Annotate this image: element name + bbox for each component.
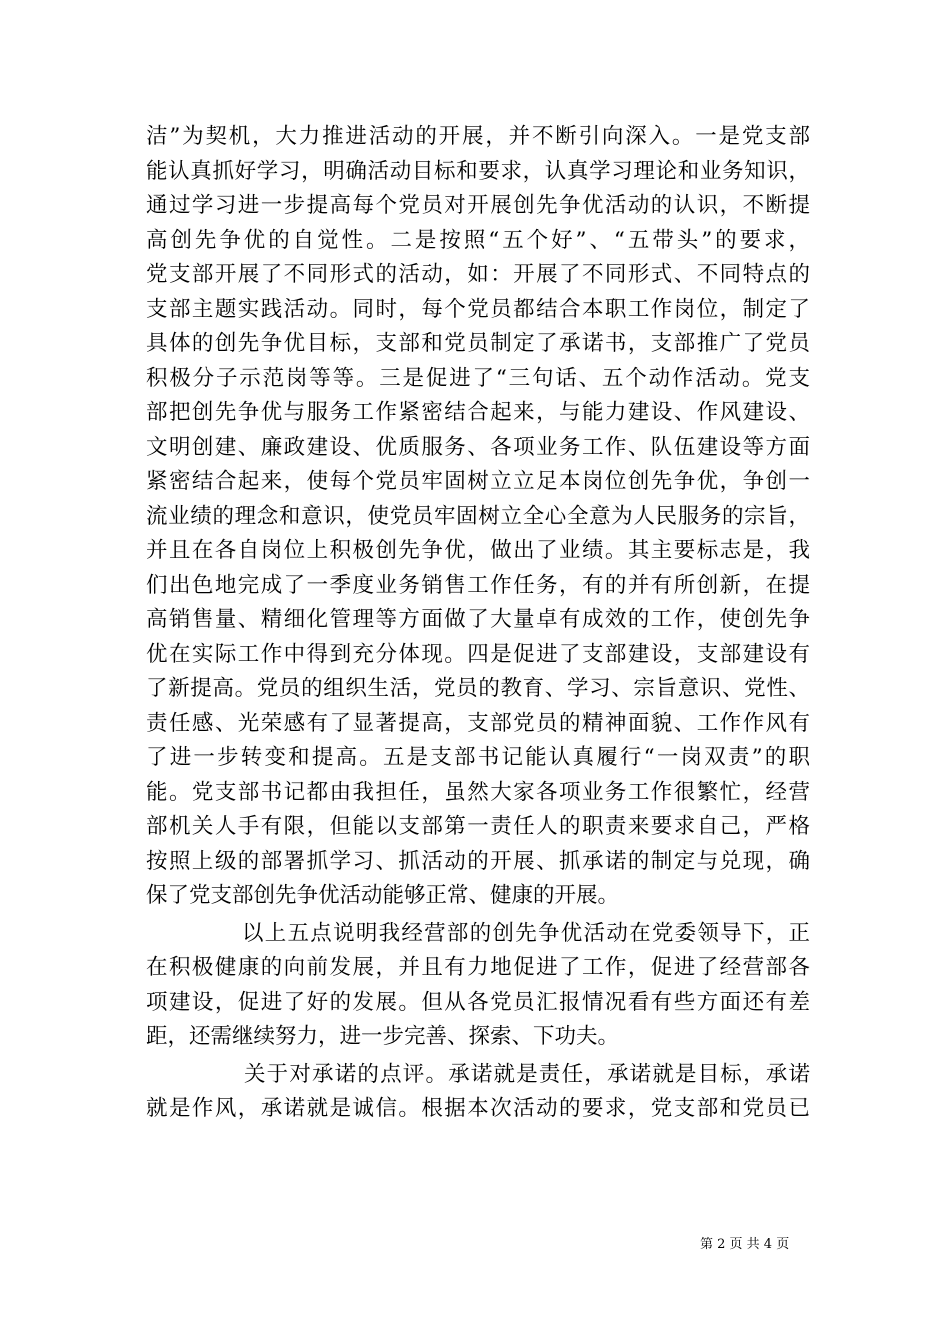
text-line: 并且在各自岗位上积极创先争优，做出了业绩。其主要标志是，我 xyxy=(146,538,810,563)
text-line: 项建设，促进了好的发展。但从各党员汇报情况看有些方面还有差 xyxy=(146,989,810,1015)
text-line: 通过学习进一步提高每个党员对开展创先争优活动的认识，不断提 xyxy=(146,193,810,218)
text-line: 距，还需继续努力，进一步完善、探索、下功夫。 xyxy=(146,1024,620,1049)
text-line: 具体的创先争优目标，支部和党员制定了承诺书，支部推广了党员 xyxy=(146,331,810,356)
text-line: 高创先争优的自觉性。二是按照“五个好”、“五带头”的要求， xyxy=(146,227,810,253)
text-line: 在积极健康的向前发展，并且有力地促进了工作，促进了经营部各 xyxy=(146,955,810,980)
text-line: 们出色地完成了一季度业务销售工作任务，有的并有所创新，在提 xyxy=(146,572,810,598)
text-line: 洁”为契机，大力推进活动的开展，并不断引向深入。一是党支部 xyxy=(146,124,810,149)
text-line: 党支部开展了不同形式的活动，如：开展了不同形式、不同特点的 xyxy=(146,262,810,287)
text-line: 关于对承诺的点评。承诺就是责任，承诺就是目标，承诺 xyxy=(244,1061,810,1087)
text-line: 积极分子示范岗等等。三是促进了“三句话、五个动作活动。党支 xyxy=(146,365,810,391)
text-line: 以上五点说明我经营部的创先争优活动在党委领导下，正 xyxy=(242,920,810,946)
paragraph-1 xyxy=(146,120,810,914)
text-line: 保了党支部创先争优活动能够正常、健康的开展。 xyxy=(146,883,620,908)
text-line: 按照上级的部署抓学习、抓活动的开展、抓承诺的制定与兑现，确 xyxy=(146,848,810,874)
text-line: 支部主题实践活动。同时，每个党员都结合本职工作岗位，制定了 xyxy=(146,296,810,322)
text-line: 流业绩的理念和意识，使党员牢固树立全心全意为人民服务的宗旨， xyxy=(146,503,810,529)
page-number: 第 2 页 共 4 页 xyxy=(700,1237,790,1252)
text-line: 文明创建、廉政建设、优质服务、各项业务工作、队伍建设等方面 xyxy=(146,434,810,460)
paragraph-2 xyxy=(146,917,810,1055)
text-line: 紧密结合起来，使每个党员牢固树立立足本岗位创先争优，争创一 xyxy=(146,469,810,494)
text-line: 责任感、光荣感有了显著提高，支部党员的精神面貌、工作作风有 xyxy=(146,710,810,736)
text-line: 就是作风，承诺就是诚信。根据本次活动的要求，党支部和党员已 xyxy=(146,1096,810,1121)
document-body xyxy=(146,120,810,1127)
paragraph-3 xyxy=(146,1058,810,1127)
text-line: 优在实际工作中得到充分体现。四是促进了支部建设，支部建设有 xyxy=(146,641,810,667)
text-line: 能。党支部书记都由我担任，虽然大家各项业务工作很繁忙，经营 xyxy=(146,779,810,805)
text-line: 高销售量、精细化管理等方面做了大量卓有成效的工作，使创先争 xyxy=(146,607,810,632)
text-line: 了新提高。党员的组织生活，党员的教育、学习、宗旨意识、党性、 xyxy=(146,676,810,701)
text-line: 部机关人手有限，但能以支部第一责任人的职责来要求自己，严格 xyxy=(146,814,810,839)
text-line: 部把创先争优与服务工作紧密结合起来，与能力建设、作风建设、 xyxy=(146,400,810,425)
text-line: 能认真抓好学习，明确活动目标和要求，认真学习理论和业务知识， xyxy=(146,158,810,184)
text-line: 了进一步转变和提高。五是支部书记能认真履行“一岗双责”的职 xyxy=(146,745,810,770)
